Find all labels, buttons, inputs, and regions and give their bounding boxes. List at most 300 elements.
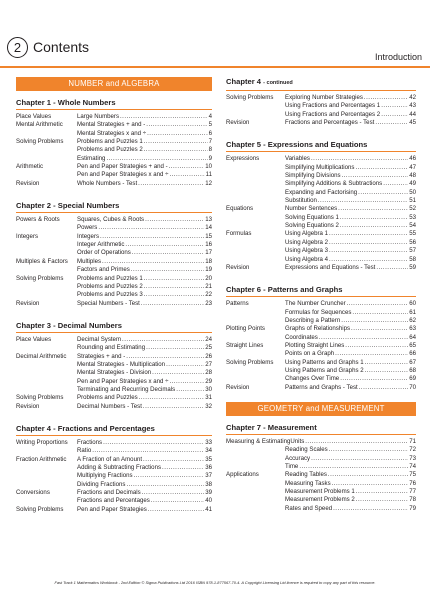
toc-entry[interactable] [285, 180, 416, 188]
dot-leader [144, 291, 205, 299]
toc-category: Applications [226, 471, 259, 479]
toc-row [226, 172, 416, 180]
toc-entry[interactable] [285, 189, 416, 197]
dot-leader [138, 180, 204, 188]
dot-leader [383, 180, 408, 188]
toc-row [16, 344, 212, 352]
toc-page-number: 31 [205, 394, 212, 402]
toc-entry[interactable] [77, 361, 212, 369]
footer-copyright: Fast Track 1 Mathematics Workbook - 2nd Edition © Sigma Publications Ltd 2016 ISBN 978-1-877567-70-4. A Copyright Licensing Ltd licence is required to copy any part of this resource. [54, 580, 376, 585]
page-header [0, 0, 430, 68]
toc-entry-title: Exploring Number Strategies [285, 94, 363, 101]
toc-page-number: 28 [205, 369, 212, 377]
toc-entry[interactable] [285, 247, 416, 255]
toc-category: Solving Problems [16, 274, 64, 282]
toc-entry-title: Mental Strategies - Multiplication [77, 360, 166, 368]
toc-category: Mental Arithmetic [16, 121, 63, 129]
toc-category [16, 249, 77, 257]
toc-page-number: 57 [409, 247, 416, 255]
toc-entry[interactable] [77, 121, 212, 129]
toc-category [226, 446, 285, 454]
toc-category: Formulas [226, 230, 252, 238]
toc-entry-title: Using Patterns and Graphs 2 [285, 366, 364, 374]
toc-entry-title: Reading Tables [285, 471, 327, 479]
toc-entry[interactable] [77, 456, 212, 464]
spacer [16, 411, 212, 424]
toc-entry-title: Multiples [77, 257, 102, 265]
toc-category: Place Values [16, 335, 52, 343]
toc-entry-title: Graphs of Relationships [285, 325, 351, 333]
toc-entry[interactable] [77, 283, 212, 291]
toc-page-number: 16 [205, 241, 212, 249]
toc-entry[interactable] [285, 155, 416, 163]
toc-entry[interactable] [285, 197, 416, 205]
toc-entry-title: Using Algebra 4 [285, 255, 329, 263]
toc-entry-title: Problems and Puzzles 2 [77, 146, 143, 154]
toc-page-number: 41 [205, 505, 212, 513]
dot-leader [169, 378, 204, 386]
toc-entry-title: Decimal Numbers - Test [77, 402, 142, 410]
toc-row [226, 342, 416, 350]
dot-leader [356, 488, 408, 496]
toc-row [226, 325, 416, 333]
dot-leader [332, 480, 409, 488]
toc-row [16, 489, 212, 497]
toc-row [226, 334, 416, 342]
toc-row [226, 155, 416, 163]
toc-category: Revision [226, 383, 250, 391]
toc-page-number: 52 [409, 205, 416, 213]
toc-entry[interactable] [285, 164, 416, 172]
dot-leader [338, 205, 408, 213]
toc-row [16, 249, 212, 257]
toc-page-number: 25 [205, 344, 212, 352]
chapter-rule [226, 434, 416, 435]
toc-row [16, 121, 212, 129]
toc-page-number: 47 [409, 163, 416, 171]
dot-leader [126, 353, 204, 361]
toc-entry-title: Measuring Tasks [285, 479, 331, 487]
chapter-title: Chapter 6 - Patterns and Graphs [226, 285, 343, 295]
toc-page-number: 22 [205, 291, 212, 299]
toc-entry[interactable] [77, 403, 212, 411]
toc-category: Revision [16, 402, 40, 410]
toc-category [226, 164, 285, 172]
dot-leader [356, 496, 408, 504]
toc-row [226, 256, 416, 264]
toc-category [226, 455, 285, 463]
toc-entry-title: A Fraction of an Amount [77, 455, 143, 463]
toc-row [226, 264, 416, 272]
dot-leader [176, 386, 204, 394]
toc-entry-title: Number Sentences [285, 205, 338, 213]
toc-category [226, 189, 285, 197]
toc-entry[interactable] [77, 216, 212, 224]
toc-entry[interactable] [285, 214, 416, 222]
toc-entry-title: Fractions [77, 438, 103, 446]
toc-row [226, 488, 416, 496]
dot-leader [329, 239, 408, 247]
toc-category [16, 266, 77, 274]
toc-category [226, 375, 285, 383]
toc-entry[interactable] [285, 463, 416, 471]
toc-row [226, 367, 416, 375]
dot-leader [98, 224, 204, 232]
spacer [226, 392, 416, 402]
dot-leader [345, 342, 408, 350]
toc-page-number: 58 [409, 255, 416, 263]
toc-page-number: 63 [409, 325, 416, 333]
toc-entry-title: Mental Strategies + and - [77, 121, 146, 129]
toc-entry-title: Integers [77, 232, 100, 240]
dot-leader [100, 233, 204, 241]
toc-row [16, 506, 212, 514]
toc-category: Fraction Arithmetic [16, 455, 67, 463]
toc-entry-title: Coordinates [285, 333, 318, 341]
toc-row [16, 155, 212, 163]
toc-row [16, 180, 212, 188]
toc-entry[interactable] [285, 446, 416, 454]
dot-leader [142, 489, 205, 497]
dot-leader [146, 344, 204, 352]
toc-entry-title: Changes Over Time [285, 375, 340, 383]
toc-entry[interactable] [285, 480, 416, 488]
toc-entry-title: Large Numbers [77, 113, 119, 120]
toc-entry[interactable] [285, 94, 416, 102]
toc-row [16, 171, 212, 179]
dot-leader [305, 438, 408, 446]
toc-category: Writing Proportions [16, 438, 68, 446]
toc-page-number: 23 [205, 299, 212, 307]
toc-category [226, 102, 285, 110]
toc-entry-title: Simplifying Multiplications [285, 163, 355, 171]
toc-entry[interactable] [285, 230, 416, 238]
spacer [226, 272, 416, 285]
toc-page-number: 50 [409, 188, 416, 196]
toc-entry-title: Measurement Problems 2 [285, 496, 355, 504]
toc-entry[interactable] [285, 111, 416, 119]
toc-entry[interactable] [285, 317, 416, 325]
toc-category: Solving Problems [226, 358, 274, 366]
toc-page-number: 24 [205, 335, 212, 343]
toc-entry[interactable] [77, 180, 212, 188]
toc-row [16, 163, 212, 171]
toc-category [16, 155, 77, 163]
toc-entry[interactable] [77, 241, 212, 249]
toc-entry[interactable] [285, 367, 416, 375]
toc-entry[interactable] [77, 275, 212, 283]
toc-entry[interactable] [77, 386, 212, 394]
toc-entry[interactable] [285, 222, 416, 230]
toc-row [226, 317, 416, 325]
toc-entry[interactable] [77, 249, 212, 257]
toc-category: Expressions [226, 155, 260, 163]
toc-page-number: 18 [205, 257, 212, 265]
toc-page-number: 34 [205, 447, 212, 455]
dot-leader [365, 359, 409, 367]
toc-entry-title: Using Fractions and Percentages 2 [285, 110, 381, 118]
toc-category [16, 171, 77, 179]
toc-row [16, 464, 212, 472]
toc-entry[interactable] [285, 119, 416, 127]
toc-entry[interactable] [77, 155, 212, 163]
toc-entry[interactable] [77, 138, 212, 146]
toc-category [226, 180, 285, 188]
toc-entry[interactable] [285, 300, 416, 308]
toc-entry-title: Using Patterns and Graphs 1 [285, 358, 364, 366]
toc-entry[interactable] [77, 344, 212, 352]
toc-row [16, 369, 212, 377]
toc-entry[interactable] [285, 342, 416, 350]
toc-entry[interactable] [77, 224, 212, 232]
toc-category [16, 283, 77, 291]
toc-entry[interactable] [285, 496, 416, 504]
toc-page-number: 77 [409, 488, 416, 496]
chapter-title: Chapter 5 - Expressions and Equations [226, 140, 368, 150]
toc-category [226, 488, 285, 496]
toc-row [226, 480, 416, 488]
toc-category [16, 447, 77, 455]
toc-entry[interactable] [77, 394, 212, 402]
left-column [16, 77, 212, 514]
toc-entry[interactable] [285, 471, 416, 479]
dot-leader [146, 121, 207, 129]
toc-category [16, 224, 77, 232]
toc-page-number: 53 [409, 213, 416, 221]
toc-row [16, 361, 212, 369]
toc-row [16, 378, 212, 386]
toc-row [226, 505, 416, 513]
toc-entry-title: Factors and Primes [77, 266, 130, 274]
toc-entry[interactable] [77, 258, 212, 266]
chapter-rule [16, 109, 212, 110]
toc-row [226, 94, 416, 102]
toc-page-number: 64 [409, 333, 416, 341]
toc-category [226, 256, 285, 264]
toc-entry[interactable] [285, 205, 416, 213]
toc-row [226, 446, 416, 454]
toc-page-number: 33 [205, 438, 212, 446]
chapter-title: Chapter 4 - Fractions and Percentages [16, 423, 155, 433]
toc-entry[interactable] [77, 439, 212, 447]
chapter-heading [226, 285, 416, 294]
toc-page-number: 26 [205, 352, 212, 360]
toc-entry[interactable] [285, 102, 416, 110]
section-banner-geometry-measurement: GEOMETRY and MEASUREMENT [226, 402, 416, 416]
toc-entry-title: Simplifying Additions & Subtractions [285, 180, 383, 188]
toc-row [16, 113, 212, 121]
toc-category [16, 472, 77, 480]
toc-page-number: 29 [205, 377, 212, 385]
toc-entry[interactable] [285, 309, 416, 317]
toc-row [226, 247, 416, 255]
toc-page-number: 55 [409, 230, 416, 238]
toc-row [16, 456, 212, 464]
toc-entry-title: Reading Scales [285, 446, 328, 454]
toc-entry[interactable] [285, 256, 416, 264]
toc-page-number: 43 [409, 102, 416, 110]
toc-category: Solving Problems [16, 138, 64, 146]
toc-page-number: 79 [409, 504, 416, 512]
chapter-rule [226, 151, 416, 152]
toc-entry-title: Decimal System [77, 335, 122, 343]
dot-leader [311, 455, 408, 463]
toc-entry[interactable] [77, 369, 212, 377]
toc-page-number: 13 [205, 216, 212, 224]
toc-entry[interactable] [77, 171, 212, 179]
dot-leader [131, 266, 204, 274]
toc-entry[interactable] [77, 506, 212, 514]
toc-category [226, 309, 285, 317]
toc-row [16, 258, 212, 266]
toc-entry[interactable] [77, 291, 212, 299]
toc-row [226, 102, 416, 110]
toc-entry[interactable] [77, 336, 212, 344]
toc-entry-title: Points on a Graph [285, 350, 335, 358]
toc-entry[interactable] [285, 455, 416, 463]
toc-entry[interactable] [77, 464, 212, 472]
dot-leader [143, 403, 204, 411]
dot-leader [132, 249, 204, 257]
toc-page-number: 73 [409, 454, 416, 462]
toc-category: Solving Problems [226, 94, 274, 101]
toc-category: Powers & Roots [16, 216, 60, 224]
dot-leader [144, 275, 205, 283]
toc-page-number: 37 [205, 472, 212, 480]
toc-entry[interactable] [285, 172, 416, 180]
dot-leader [120, 113, 208, 121]
toc-entry-title: Multiplying Fractions [77, 472, 133, 480]
toc-entry[interactable] [77, 353, 212, 361]
toc-row [16, 403, 212, 411]
toc-entry-title: Units [290, 437, 305, 445]
toc-entry-title: Plotting Straight Lines [285, 341, 345, 349]
dot-leader [103, 439, 204, 447]
toc-category [16, 344, 77, 352]
toc-entry-title: Using Algebra 3 [285, 247, 329, 255]
toc-entry[interactable] [77, 233, 212, 241]
dot-leader [319, 334, 408, 342]
toc-page-number: 5 [208, 121, 212, 129]
toc-row [226, 375, 416, 383]
toc-category [226, 496, 285, 504]
toc-page-number: 60 [409, 300, 416, 308]
chapter-heading [226, 77, 416, 88]
toc-entry[interactable] [77, 300, 212, 308]
toc-row [226, 359, 416, 367]
dot-leader [329, 446, 409, 454]
dot-leader [106, 155, 207, 163]
continued-note: - continued [263, 80, 293, 86]
toc-page-number: 70 [409, 383, 416, 391]
toc-entry[interactable] [285, 505, 416, 513]
dot-leader [299, 463, 408, 471]
dot-leader [335, 350, 408, 358]
spacer [226, 127, 416, 140]
toc-entry[interactable] [77, 497, 212, 505]
chapter-rule [16, 435, 212, 436]
dot-leader [329, 230, 408, 238]
dot-leader [358, 189, 408, 197]
toc-row [16, 130, 212, 138]
toc-category [226, 505, 285, 513]
toc-category [226, 247, 285, 255]
toc-entry-title: Terminating and Recurring Decimals [77, 385, 176, 393]
chapter-rule [16, 212, 212, 213]
toc-category: Patterns [226, 300, 249, 308]
toc-entry[interactable] [285, 325, 416, 333]
chapter-heading [16, 98, 212, 107]
toc-row [226, 300, 416, 308]
toc-entry-title: Special Numbers - Test [77, 299, 140, 307]
toc-entry[interactable] [77, 378, 212, 386]
toc-entry[interactable] [285, 264, 416, 272]
toc-row [16, 394, 212, 402]
toc-category: Equations [226, 205, 254, 213]
toc-entry[interactable] [285, 239, 416, 247]
dot-leader [381, 111, 408, 119]
toc-entry[interactable] [290, 438, 416, 446]
toc-entry-title: Using Fractions and Percentages 1 [285, 102, 381, 110]
toc-category: Plotting Points [226, 325, 265, 333]
toc-entry-title: Powers [77, 224, 98, 232]
dot-leader [122, 336, 204, 344]
toc-entry[interactable] [285, 359, 416, 367]
spacer [16, 308, 212, 321]
toc-entry[interactable] [285, 334, 416, 342]
toc-entry-title: Problems and Puzzles 3 [77, 291, 143, 299]
toc-entry-title: Time [285, 463, 299, 470]
toc-category [226, 367, 285, 375]
dot-leader [342, 172, 409, 180]
toc-category [16, 130, 77, 138]
toc-entry[interactable] [77, 472, 212, 480]
toc-category [226, 463, 285, 471]
toc-entry[interactable] [77, 163, 212, 171]
toc-entry[interactable] [285, 375, 416, 383]
toc-category [16, 361, 77, 369]
toc-row [16, 146, 212, 154]
toc-page-number: 4 [208, 113, 212, 120]
toc-entry-title: Expanding and Factorising [285, 188, 358, 196]
toc-entry-title: Using Algebra 2 [285, 238, 329, 246]
toc-category [16, 369, 77, 377]
dot-leader [355, 164, 408, 172]
toc-entry-title: Squares, Cubes & Roots [77, 216, 145, 224]
toc-row [226, 214, 416, 222]
toc-entry[interactable] [77, 130, 212, 138]
chapter-title: Chapter 2 - Special Numbers [16, 201, 120, 211]
toc-entry[interactable] [77, 481, 212, 489]
toc-category: Measuring & Estimating [226, 437, 291, 445]
dot-leader [139, 394, 205, 402]
toc-row [16, 447, 212, 455]
toc-page-number: 11 [205, 171, 212, 179]
toc-entry[interactable] [77, 447, 212, 455]
spacer [226, 416, 416, 423]
toc-row [16, 283, 212, 291]
toc-entry[interactable] [285, 488, 416, 496]
toc-entry[interactable] [77, 113, 212, 121]
dot-leader [318, 197, 408, 205]
toc-entry[interactable] [77, 146, 212, 154]
toc-entry[interactable] [77, 489, 212, 497]
toc-entry[interactable] [77, 266, 212, 274]
toc-entry[interactable] [285, 350, 416, 358]
toc-entry[interactable] [285, 384, 416, 392]
toc-category: Straight Lines [226, 341, 264, 349]
toc-entry-title: Using Algebra 1 [285, 230, 329, 238]
